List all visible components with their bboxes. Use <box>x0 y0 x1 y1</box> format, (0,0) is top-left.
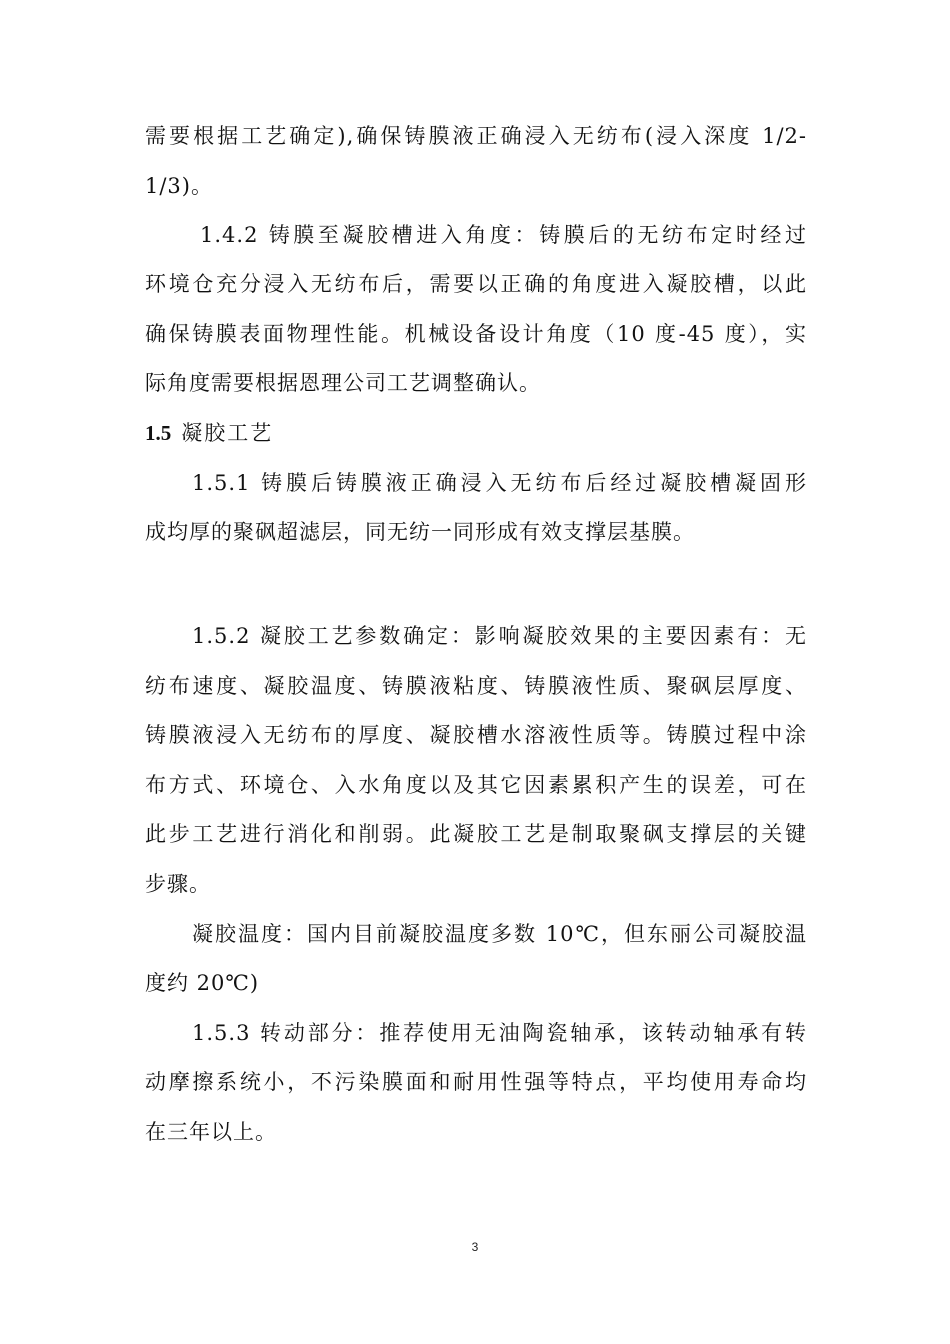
section-title: 凝胶工艺 <box>181 421 274 445</box>
text-line: 成均厚的聚砜超滤层，同无纺一同形成有效支撑层基膜。 <box>145 520 695 544</box>
text-line: 布方式、环境仓、入水角度以及其它因素累积产生的误差，可在 <box>145 773 807 797</box>
text-line: 动摩擦系统小，不污染膜面和耐用性强等特点，平均使用寿命均 <box>145 1070 807 1094</box>
section-number: 1.5 <box>145 421 172 445</box>
text-line: 需要根据工艺确定),确保铸膜液正确浸入无纺布(浸入深度 1/2- <box>145 124 807 148</box>
text-line: 在三年以上。 <box>145 1120 277 1144</box>
text-line: 际角度需要根据恩理公司工艺调整确认。 <box>145 371 541 395</box>
text-line: 1.5.2 凝胶工艺参数确定：影响凝胶效果的主要因素有：无 <box>192 624 807 648</box>
page-number: 3 <box>471 1240 479 1254</box>
text-line: 度约 20℃) <box>145 971 260 995</box>
text-line: 凝胶温度：国内目前凝胶温度多数 10℃，但东丽公司凝胶温 <box>192 922 807 946</box>
text-line: 1.5.1 铸膜后铸膜液正确浸入无纺布后经过凝胶槽凝固形 <box>192 471 807 495</box>
text-line: 步骤。 <box>145 872 211 896</box>
text-line: 确保铸膜表面物理性能。机械设备设计角度（10 度-45 度），实 <box>145 322 807 346</box>
text-line: 1/3)。 <box>145 174 213 198</box>
section-heading <box>145 417 273 449</box>
text-line: 1.5.3 转动部分：推荐使用无油陶瓷轴承，该转动轴承有转 <box>192 1021 807 1045</box>
text-line: 此步工艺进行消化和削弱。此凝胶工艺是制取聚砜支撑层的关键 <box>145 822 807 846</box>
text-line: 铸膜液浸入无纺布的厚度、凝胶槽水溶液性质等。铸膜过程中涂 <box>145 723 807 747</box>
text-line: 环境仓充分浸入无纺布后，需要以正确的角度进入凝胶槽，以此 <box>145 272 807 296</box>
text-line: 1.4.2 铸膜至凝胶槽进入角度：铸膜后的无纺布定时经过 <box>200 223 807 247</box>
text-line: 纺布速度、凝胶温度、铸膜液粘度、铸膜液性质、聚砜层厚度、 <box>145 674 807 698</box>
